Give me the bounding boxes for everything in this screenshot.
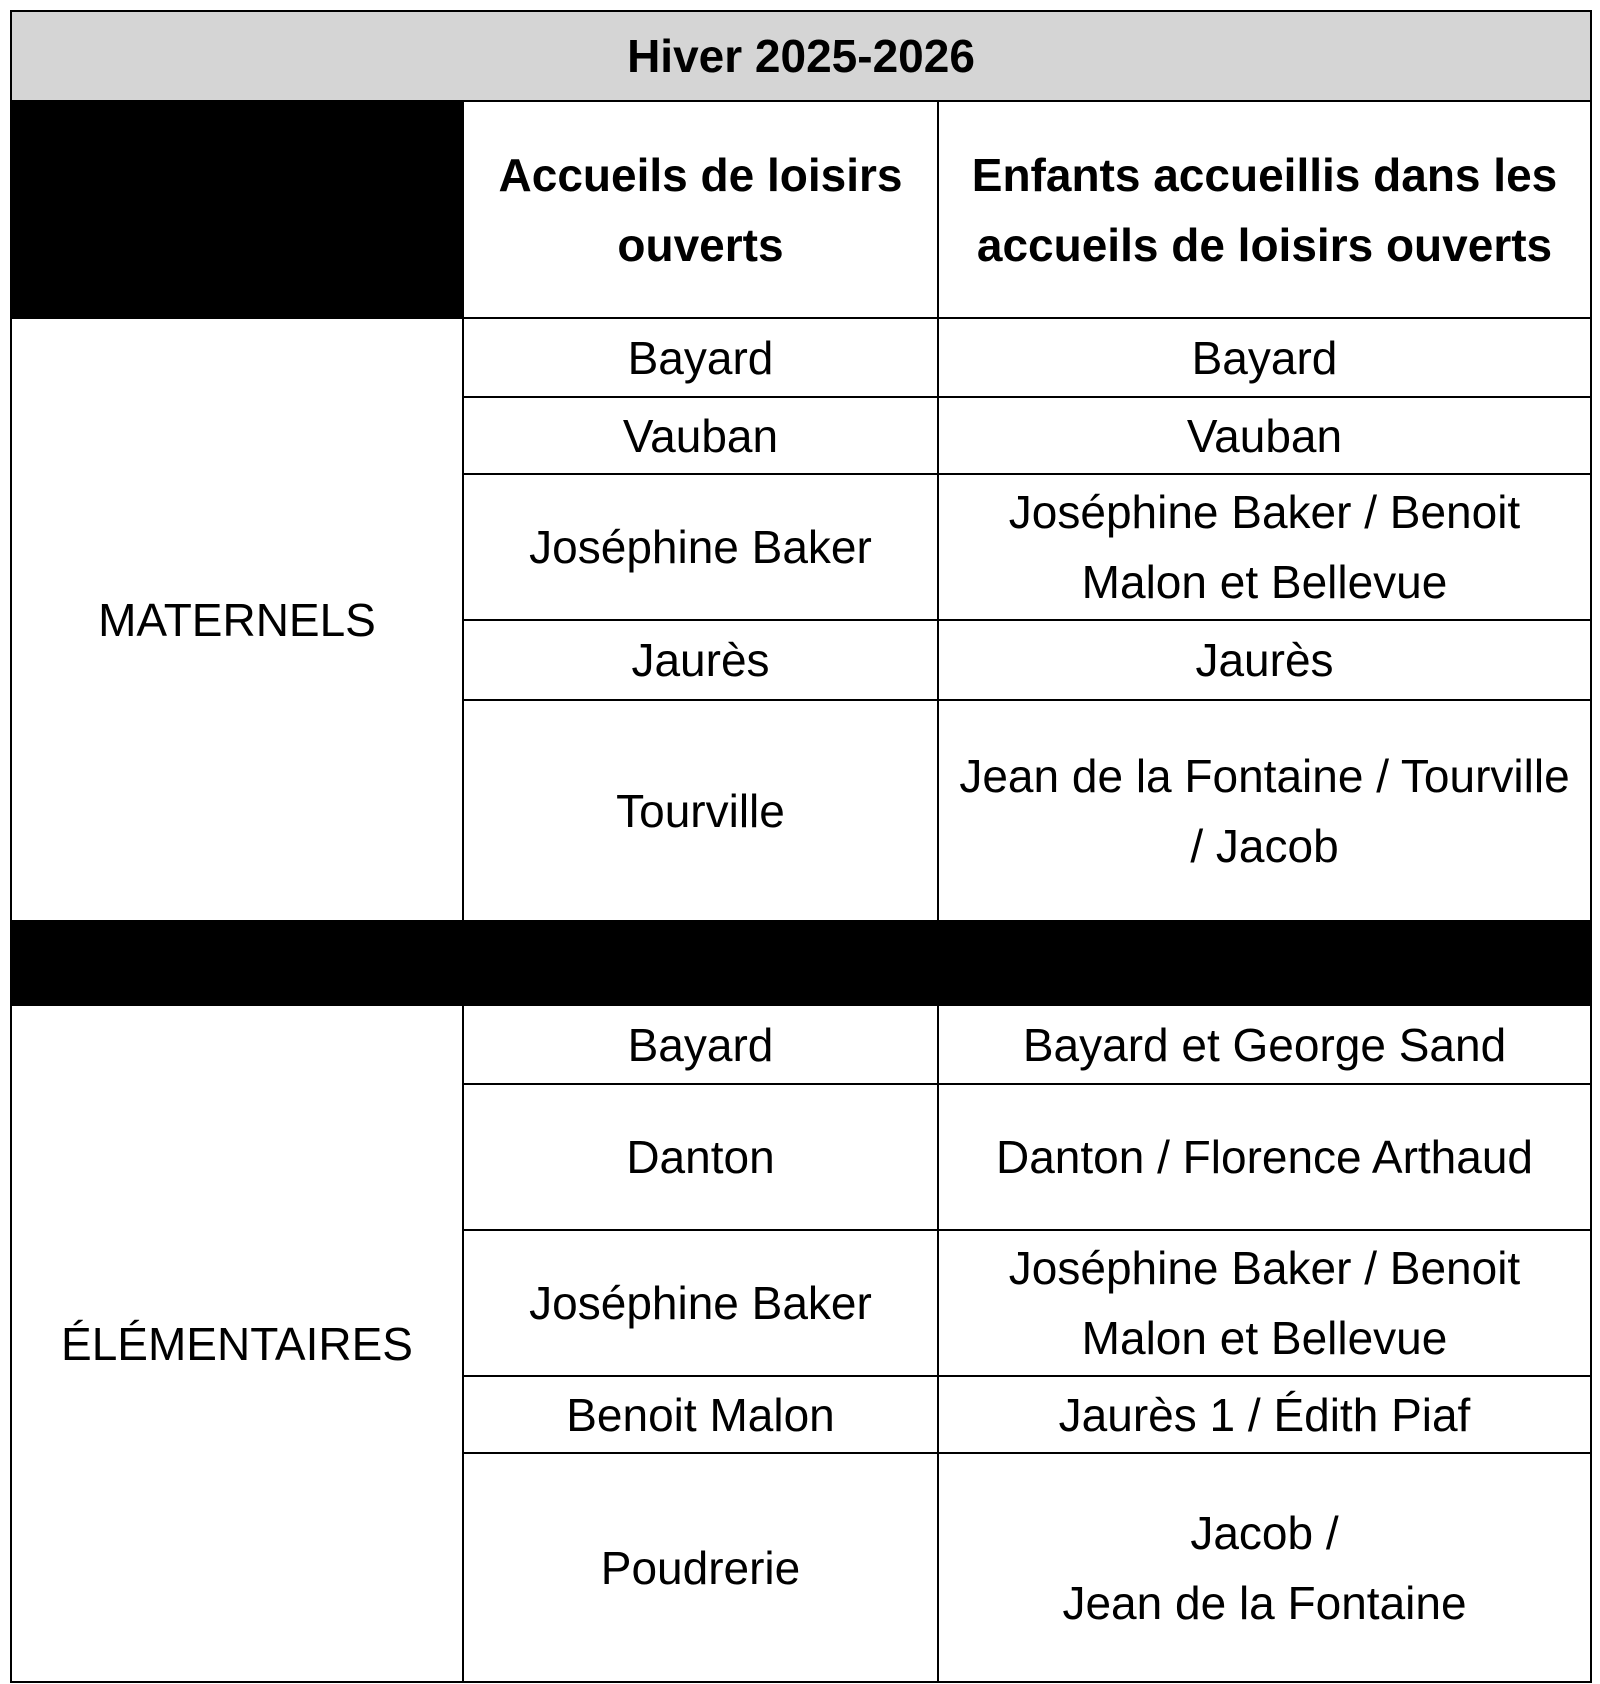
- group-separator: [11, 921, 1591, 1005]
- cell-open-center: Poudrerie: [463, 1453, 938, 1682]
- cell-open-center: Bayard: [463, 1005, 938, 1084]
- table-title: Hiver 2025-2026: [11, 11, 1591, 101]
- children-line: Danton / Florence Arthaud: [996, 1131, 1533, 1183]
- cell-children: [938, 1230, 1591, 1376]
- header-children-welcomed: Enfants accueillis dans les accueils de loisirs ouverts: [938, 101, 1591, 318]
- children-line: Bayard et George Sand: [1022, 1018, 1507, 1071]
- cell-open-center: Jaurès: [463, 620, 938, 700]
- children-line: Joséphine Baker / Benoit Malon et Bellevue: [1008, 486, 1521, 608]
- cell-open-center: Tourville: [463, 700, 938, 921]
- schedule-table: [10, 10, 1592, 1683]
- cell-children: [938, 620, 1591, 700]
- cell-children: [938, 1084, 1591, 1230]
- cell-open-center: Benoit Malon: [463, 1376, 938, 1453]
- table-row: [11, 1005, 1591, 1084]
- group-label-elementaires: ÉLÉMENTAIRES: [11, 1005, 463, 1682]
- cell-children: [938, 397, 1591, 474]
- cell-open-center: Danton: [463, 1084, 938, 1230]
- schedule-sheet: [10, 10, 1590, 1674]
- header-row: [11, 101, 1591, 318]
- cell-children: [938, 474, 1591, 620]
- cell-open-center: Bayard: [463, 318, 938, 397]
- cell-open-center: Vauban: [463, 397, 938, 474]
- cell-children: [938, 700, 1591, 921]
- children-line: Jacob /: [1190, 1506, 1339, 1559]
- cell-open-center: Joséphine Baker: [463, 1230, 938, 1376]
- children-line: Jean de la Fontaine: [1062, 1576, 1467, 1629]
- separator-band: [11, 921, 1591, 1005]
- children-line: Jaurès: [1195, 634, 1334, 686]
- table-row: [11, 318, 1591, 397]
- children-line: Jaurès 1 / Édith Piaf: [1058, 1388, 1471, 1441]
- children-line: Vauban: [1186, 409, 1343, 462]
- cell-children: [938, 1453, 1591, 1682]
- header-open-centers: Accueils de loisirs ouverts: [463, 101, 938, 318]
- children-line: Bayard: [1191, 331, 1338, 384]
- group-label-maternels: MATERNELS: [11, 318, 463, 921]
- children-line: Joséphine Baker / Benoit Malon et Bellevue: [1008, 1242, 1521, 1364]
- cell-children: [938, 1376, 1591, 1453]
- cell-children: [938, 318, 1591, 397]
- title-row: [11, 11, 1591, 101]
- header-corner-filler: [11, 101, 463, 318]
- cell-children: [938, 1005, 1591, 1084]
- cell-open-center: Joséphine Baker: [463, 474, 938, 620]
- children-line: Jean de la Fontaine / Tourville / Jacob: [959, 749, 1570, 872]
